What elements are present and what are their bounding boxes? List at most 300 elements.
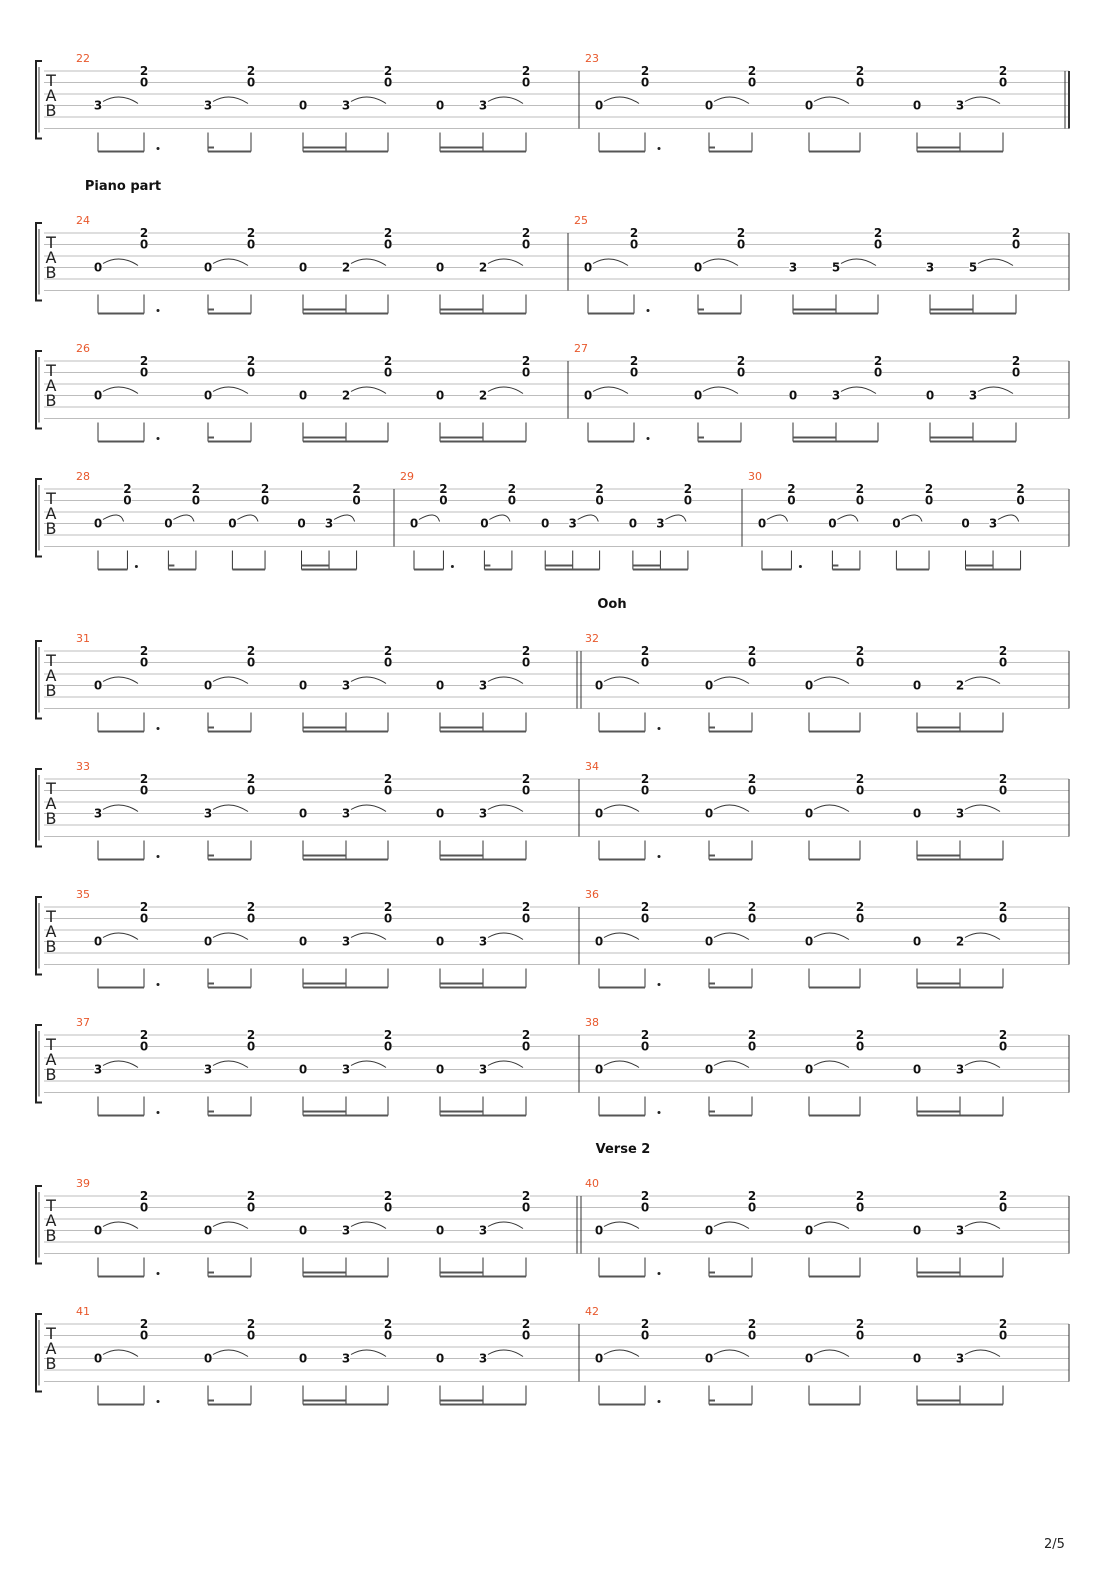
tab-note: 0 (892, 516, 901, 531)
tab-note: 3 (203, 806, 213, 821)
tie-arc (334, 515, 355, 522)
tab-clef-letter: B (45, 263, 57, 282)
tab-note: 0 (640, 1200, 650, 1215)
tie-arc (604, 933, 639, 940)
tie-arc (814, 1222, 849, 1229)
tie-arc (103, 259, 138, 266)
tab-note: 3 (93, 98, 103, 113)
tie-arc (978, 259, 1013, 266)
tab-note: 0 (855, 1039, 865, 1054)
tab-note: 3 (968, 388, 978, 403)
measure-number: 39 (76, 1177, 90, 1190)
tab-note: 0 (912, 1351, 922, 1366)
tab-note: 0 (757, 516, 767, 531)
tab-note: 0 (747, 1200, 757, 1215)
tab-note: 2 (1011, 354, 1021, 368)
tab-note: 2 (855, 1189, 865, 1203)
tab-note: 2 (998, 64, 1008, 78)
tab-note: 0 (435, 934, 445, 949)
tab-note: 2 (640, 1028, 650, 1042)
tab-note: 0 (804, 806, 814, 821)
tab-note: 0 (435, 98, 445, 113)
tab-clef-letter: T (46, 1196, 56, 1215)
tab-note: 2 (595, 482, 604, 496)
tie-arc (665, 515, 686, 522)
tab-note: 0 (203, 260, 213, 275)
tab-note: 2 (787, 482, 796, 496)
tab-note: 3 (656, 516, 665, 531)
tab-note: 0 (704, 98, 714, 113)
tie-arc (488, 97, 523, 104)
tie-arc (814, 1350, 849, 1357)
tab-note: 0 (583, 388, 593, 403)
measure-number: 26 (76, 342, 90, 355)
tab-note: 0 (640, 911, 650, 926)
tab-clef-letter: T (46, 489, 56, 508)
tie-arc (213, 259, 248, 266)
tab-note: 0 (855, 1328, 865, 1343)
tab-note: 2 (139, 226, 149, 240)
tab-note: 0 (747, 911, 757, 926)
tab-clef-letter: B (45, 681, 57, 700)
tie-arc (714, 1350, 749, 1357)
tab-note: 0 (629, 365, 639, 380)
tie-arc (351, 1350, 386, 1357)
tab-note: 0 (383, 237, 393, 252)
tab-note: 0 (409, 516, 419, 531)
tab-note: 2 (855, 1317, 865, 1331)
tab-note: 2 (246, 644, 256, 658)
tie-arc (103, 97, 138, 104)
tab-note: 0 (435, 678, 445, 693)
tie-arc (488, 933, 523, 940)
tab-note: 0 (736, 365, 746, 380)
measure-number: 22 (76, 52, 90, 65)
tab-system (36, 342, 1069, 442)
tab-note: 2 (341, 388, 351, 403)
tab-note: 3 (341, 806, 351, 821)
tab-note: 0 (435, 260, 445, 275)
dot (451, 565, 454, 568)
tab-note: 0 (123, 493, 132, 508)
tab-note: 2 (246, 900, 256, 914)
tab-note: 2 (747, 1317, 757, 1331)
tab-note: 2 (521, 900, 531, 914)
tie-arc (213, 1222, 248, 1229)
tab-note: 2 (873, 354, 883, 368)
measure-number: 23 (585, 52, 599, 65)
tab-note: 0 (998, 911, 1008, 926)
tie-arc (814, 97, 849, 104)
tie-arc (841, 259, 876, 266)
tie-arc (604, 97, 639, 104)
tie-arc (714, 97, 749, 104)
tab-note: 2 (478, 260, 488, 275)
tab-note: 0 (704, 1351, 714, 1366)
tab-note: 0 (298, 1223, 308, 1238)
tab-note: 0 (521, 1328, 531, 1343)
tab-note: 0 (704, 1062, 714, 1077)
tab-note: 2 (855, 64, 865, 78)
tie-arc (814, 1061, 849, 1068)
tab-note: 0 (435, 1223, 445, 1238)
tie-arc (351, 933, 386, 940)
tab-note: 2 (341, 260, 351, 275)
tie-arc (213, 805, 248, 812)
tab-note: 3 (93, 1062, 103, 1077)
tab-note: 0 (998, 1200, 1008, 1215)
tab-note: 2 (521, 226, 531, 240)
tab-note: 2 (139, 354, 149, 368)
dot (658, 727, 661, 730)
dot (157, 309, 160, 312)
measure-number: 29 (400, 470, 414, 483)
tab-note: 2 (383, 772, 393, 786)
tab-note: 2 (246, 354, 256, 368)
tab-note: 2 (640, 1317, 650, 1331)
tie-arc (965, 805, 1000, 812)
tab-note: 0 (693, 260, 703, 275)
tab-note: 2 (383, 1317, 393, 1331)
section-label: Ooh (597, 597, 627, 612)
dot (658, 1400, 661, 1403)
tab-note: 3 (478, 1062, 488, 1077)
tab-note: 0 (383, 1039, 393, 1054)
tab-note: 3 (341, 1223, 351, 1238)
tab-note: 0 (594, 1062, 604, 1077)
measure-number: 41 (76, 1305, 90, 1318)
tab-note: 0 (998, 1328, 1008, 1343)
tab-note: 0 (873, 365, 883, 380)
tab-note: 0 (246, 237, 256, 252)
tab-note: 0 (704, 806, 714, 821)
tab-note: 0 (640, 783, 650, 798)
tab-note: 0 (747, 75, 757, 90)
tab-clef-letter: B (45, 101, 57, 120)
tab-note: 0 (925, 388, 935, 403)
section-label: Verse 2 (595, 1142, 651, 1157)
tie-arc (837, 515, 858, 522)
tie-arc (351, 97, 386, 104)
tab-note: 2 (1016, 482, 1025, 496)
dot (658, 147, 661, 150)
tab-note: 0 (298, 1351, 308, 1366)
tab-note: 2 (383, 226, 393, 240)
tab-note: 2 (855, 772, 865, 786)
tab-clef-letter: T (46, 233, 56, 252)
tab-note: 0 (203, 678, 213, 693)
tab-note: 0 (383, 1200, 393, 1215)
tie-arc (173, 515, 194, 522)
tab-note: 0 (139, 783, 149, 798)
tie-arc (965, 1222, 1000, 1229)
tab-note: 0 (640, 75, 650, 90)
tab-note: 0 (439, 493, 448, 508)
tab-note: 2 (139, 64, 149, 78)
tab-note: 3 (93, 806, 103, 821)
tie-arc (488, 805, 523, 812)
tab-clef-letter: T (46, 361, 56, 380)
dot (799, 565, 802, 568)
tab-note: 0 (855, 493, 865, 508)
dot (658, 983, 661, 986)
tab-note: 0 (747, 783, 757, 798)
tie-arc (604, 677, 639, 684)
tab-note: 2 (260, 482, 270, 496)
tab-note: 2 (855, 900, 865, 914)
tab-note: 0 (583, 260, 593, 275)
tab-note: 3 (955, 98, 965, 113)
tab-note: 0 (139, 1200, 149, 1215)
tab-note: 0 (435, 1062, 445, 1077)
dot (157, 727, 160, 730)
tie-arc (103, 515, 124, 522)
measure-number: 32 (585, 632, 599, 645)
tie-arc (965, 933, 1000, 940)
tab-note: 0 (594, 1223, 604, 1238)
tab-note: 2 (246, 1317, 256, 1331)
tab-note: 2 (736, 354, 746, 368)
tab-note: 2 (139, 1028, 149, 1042)
dot (157, 437, 160, 440)
tab-note: 2 (955, 678, 965, 693)
tab-note: 0 (480, 516, 489, 531)
tab-note: 0 (383, 655, 393, 670)
tab-note: 3 (988, 516, 998, 531)
tie-arc (714, 1222, 749, 1229)
tab-note: 0 (139, 655, 149, 670)
tab-clef-letter: T (46, 779, 56, 798)
tab-note: 0 (521, 911, 531, 926)
tab-note: 0 (435, 388, 445, 403)
tab-note: 0 (139, 911, 149, 926)
tab-note: 0 (693, 388, 703, 403)
tab-note: 2 (855, 644, 865, 658)
tie-arc (593, 387, 628, 394)
tie-arc (103, 1222, 138, 1229)
tie-arc (351, 1061, 386, 1068)
tie-arc (351, 387, 386, 394)
tab-note: 0 (594, 934, 604, 949)
tie-arc (714, 677, 749, 684)
tab-note: 2 (955, 934, 965, 949)
tie-arc (103, 677, 138, 684)
tab-clef-letter: B (45, 937, 57, 956)
dot (647, 437, 650, 440)
tie-arc (604, 805, 639, 812)
tab-note: 2 (629, 354, 639, 368)
tab-note: 2 (521, 644, 531, 658)
tie-arc (703, 259, 738, 266)
tab-note: 0 (594, 1351, 604, 1366)
tab-note: 0 (704, 1223, 714, 1238)
tie-arc (351, 805, 386, 812)
tab-note: 0 (298, 260, 308, 275)
tab-note: 0 (541, 516, 550, 531)
tab-note: 3 (955, 1351, 965, 1366)
tab-note: 2 (383, 64, 393, 78)
dot (157, 147, 160, 150)
tie-arc (103, 933, 138, 940)
tab-note: 2 (640, 644, 650, 658)
tab-clef-letter: A (45, 376, 57, 395)
tab-note: 0 (998, 655, 1008, 670)
tab-clef-letter: A (45, 794, 57, 813)
tie-arc (965, 677, 1000, 684)
tab-note: 0 (93, 388, 103, 403)
tab-note: 3 (341, 1062, 351, 1077)
tab-note: 2 (383, 1028, 393, 1042)
tie-arc (714, 1061, 749, 1068)
tab-note: 2 (998, 1028, 1008, 1042)
tab-system (36, 597, 1069, 732)
tab-note: 2 (747, 1189, 757, 1203)
tab-note: 2 (998, 1189, 1008, 1203)
tab-note: 0 (191, 493, 201, 508)
tab-clef-letter: A (45, 666, 57, 685)
tab-note: 3 (478, 806, 488, 821)
tab-note: 2 (139, 772, 149, 786)
tie-arc (714, 933, 749, 940)
tie-arc (213, 1061, 248, 1068)
tab-note: 2 (855, 482, 865, 496)
tab-system (36, 179, 1069, 314)
tab-note: 0 (246, 75, 256, 90)
tab-note: 5 (831, 260, 841, 275)
tab-note: 0 (383, 783, 393, 798)
tab-note: 0 (828, 516, 837, 531)
tab-note: 0 (804, 678, 814, 693)
tab-note: 0 (521, 365, 531, 380)
tab-note: 0 (912, 1223, 922, 1238)
tab-note: 0 (736, 237, 746, 252)
tab-note: 3 (831, 388, 841, 403)
measure-number: 40 (585, 1177, 599, 1190)
tab-note: 2 (383, 354, 393, 368)
tab-note: 0 (93, 934, 103, 949)
tab-system (36, 888, 1069, 988)
measure-number: 35 (76, 888, 90, 901)
tab-system (36, 1305, 1069, 1405)
tab-note: 0 (998, 783, 1008, 798)
tie-arc (213, 1350, 248, 1357)
tab-clef-letter: T (46, 907, 56, 926)
tab-note: 0 (912, 98, 922, 113)
tab-note: 0 (704, 934, 714, 949)
tab-note: 0 (1011, 365, 1021, 380)
measure-number: 27 (574, 342, 588, 355)
tie-arc (814, 677, 849, 684)
tie-arc (488, 1350, 523, 1357)
tab-note: 3 (341, 678, 351, 693)
tab-note: 2 (521, 772, 531, 786)
tab-note: 0 (998, 1039, 1008, 1054)
tab-note: 2 (139, 1189, 149, 1203)
tie-arc (488, 1222, 523, 1229)
tab-note: 0 (93, 678, 103, 693)
tab-note: 0 (139, 1039, 149, 1054)
tab-note: 3 (324, 516, 334, 531)
tab-clef-letter: T (46, 1324, 56, 1343)
tab-note: 2 (640, 900, 650, 914)
tie-arc (419, 515, 440, 522)
tab-note: 2 (246, 226, 256, 240)
tab-note: 0 (998, 75, 1008, 90)
measure-number: 31 (76, 632, 90, 645)
tab-note: 3 (203, 98, 213, 113)
tab-note: 0 (352, 493, 361, 508)
tab-note: 0 (298, 98, 308, 113)
tab-note: 0 (246, 911, 256, 926)
measure-number: 25 (574, 214, 588, 227)
tab-note: 2 (139, 644, 149, 658)
tab-note: 2 (521, 1317, 531, 1331)
tab-note: 0 (383, 1328, 393, 1343)
tab-note: 0 (804, 934, 814, 949)
tab-note: 0 (924, 493, 934, 508)
tie-arc (213, 387, 248, 394)
tab-note: 0 (855, 911, 865, 926)
tab-clef-letter: B (45, 1354, 57, 1373)
tab-note: 0 (683, 493, 693, 508)
tab-note: 2 (521, 1028, 531, 1042)
tab-note: 0 (383, 365, 393, 380)
tab-note: 2 (640, 772, 650, 786)
tab-system (36, 1016, 1069, 1116)
tab-note: 0 (594, 98, 604, 113)
tab-note: 0 (246, 655, 256, 670)
tab-note: 2 (998, 900, 1008, 914)
tab-note: 0 (912, 678, 922, 693)
dot (658, 855, 661, 858)
tab-note: 2 (855, 1028, 865, 1042)
dot (157, 1111, 160, 1114)
dot (647, 309, 650, 312)
tab-note: 2 (383, 644, 393, 658)
tie-arc (213, 97, 248, 104)
tab-note: 0 (747, 1328, 757, 1343)
tab-note: 0 (93, 1351, 103, 1366)
tab-note: 3 (478, 1223, 488, 1238)
tab-clef-letter: A (45, 1211, 57, 1230)
tab-note: 0 (747, 1039, 757, 1054)
tab-clef-letter: A (45, 1050, 57, 1069)
tab-note: 3 (478, 1351, 488, 1366)
tab-note: 2 (246, 772, 256, 786)
tab-note: 0 (164, 516, 173, 531)
tab-note: 0 (246, 783, 256, 798)
tie-arc (604, 1222, 639, 1229)
tab-note: 0 (298, 806, 308, 821)
tab-note: 2 (246, 1028, 256, 1042)
measure-number: 42 (585, 1305, 599, 1318)
tie-arc (103, 1061, 138, 1068)
tab-note: 0 (93, 260, 103, 275)
tie-arc (488, 387, 523, 394)
tab-note: 2 (507, 482, 517, 496)
tie-arc (103, 387, 138, 394)
tie-arc (593, 259, 628, 266)
tab-note: 0 (521, 237, 531, 252)
tab-note: 2 (640, 64, 650, 78)
tab-note: 0 (628, 516, 638, 531)
tab-note: 2 (521, 64, 531, 78)
tab-note: 0 (788, 388, 798, 403)
tab-note: 3 (925, 260, 935, 275)
tab-clef-letter: B (45, 519, 57, 538)
tie-arc (213, 677, 248, 684)
tab-note: 0 (787, 493, 796, 508)
